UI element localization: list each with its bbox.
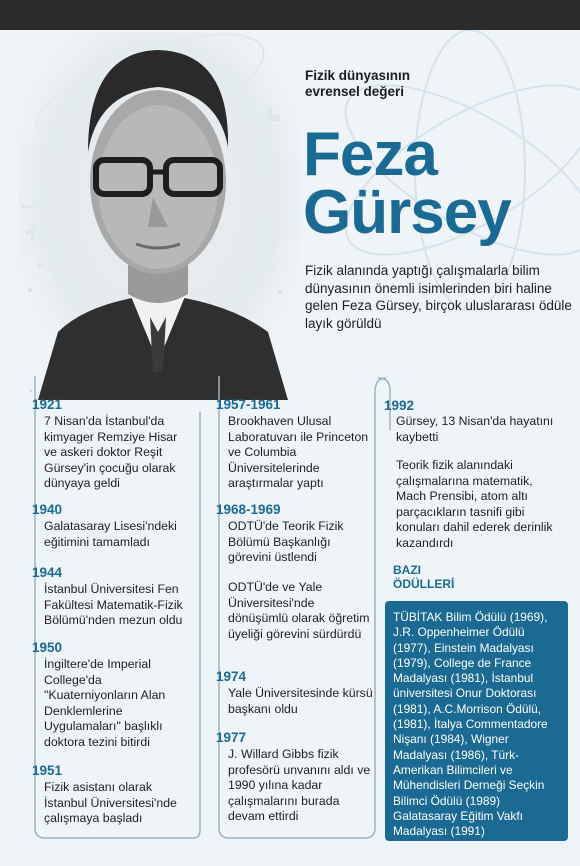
event-1940: Galatasaray Lisesi'ndeki eğitimini tamamladı xyxy=(44,519,177,549)
event-1974: Yale Üniversitesinde kürsü başkanı oldu xyxy=(228,686,373,716)
event-1957-1961: Brookhaven Ulusal Laboratuvarı ile Princeton ve Columbia Üniversitelerinde araştırmalar yaptı xyxy=(228,414,369,491)
year-1950: 1950 xyxy=(32,640,63,655)
year-1992: 1992 xyxy=(384,398,415,413)
top-bar xyxy=(0,0,580,30)
event-1944: İstanbul Üniversitesi Fen Fakültesi Matematik-Fizik Bölümü'nden mezun oldu xyxy=(44,582,183,628)
event-1977: J. Willard Gibbs fizik profesörü unvanını aldı ve 1990 yılına kadar çalışmalarını burada devam ettirdi xyxy=(228,747,371,824)
lead-paragraph: Fizik alanında yaptığı çalışmalarla bilim dünyasının önemli isimlerinden biri haline gelen Feza Gürsey, birçok uluslararası ödüle layık görüldü xyxy=(305,263,572,331)
awards-heading: BAZI ÖDÜLLERİ xyxy=(393,563,455,591)
event-1921: 7 Nisan'da İstanbul'da kimyager Remziye Hisar ve askeri doktor Reşit Gürsey'in çocuğu olarak dünyaya geldi xyxy=(44,414,178,491)
event-1968-1969-detail: ODTÜ'de ve Yale Üniversitesi'nde dönüşümlü olarak öğretim üyeliği görevini sürdürdü xyxy=(228,580,370,641)
year-1921: 1921 xyxy=(32,397,63,412)
eyebrow-text: Fizik dünyasının evrensel değeri xyxy=(305,68,411,99)
year-1951: 1951 xyxy=(32,763,63,778)
title-last-name: Gürsey xyxy=(303,178,511,247)
year-1944: 1944 xyxy=(32,565,63,580)
year-1974: 1974 xyxy=(216,669,247,684)
awards-list: TÜBİTAK Bilim Ödülü (1969), J.R. Oppenheimer Ödülü (1977), Einstein Madalyası (1979), College de France Madalyası (1981), İstanbul üniversitesi Onur Doktorası (1981), A.C.Morrison Ödülü, (1981), İtalya Commentadore Nişanı (1984), Wigner Madalyası (1986), Türk-Amerikan Bilimcileri ve Mühendisleri Derneği Seçkin Bilimci Ödülü (1989) Galatasaray Eğitim Vakfı Madalyası (1991) xyxy=(393,610,548,839)
event-1951: Fizik asistanı olarak İstanbul Üniversitesi'nde çalışmaya başladı xyxy=(44,780,177,826)
year-1968-1969: 1968-1969 xyxy=(216,502,281,517)
year-1977: 1977 xyxy=(216,730,247,745)
portrait-image xyxy=(18,32,300,400)
title-first-name: Feza xyxy=(303,120,437,189)
event-1992: Gürsey, 13 Nisan'da hayatını kaybetti xyxy=(396,414,554,444)
event-1968-1969: ODTÜ'de Teorik Fizik Bölümü Başkanlığı görevini üstlendi xyxy=(228,519,344,565)
year-1940: 1940 xyxy=(32,502,63,517)
event-1992-detail: Teorik fizik alanındaki çalışmalarına matematik, Mach Prensibi, atom altı parçacıkların tasnifi gibi konuları dahil ederek derinlik kazandırdı xyxy=(396,458,553,550)
event-1950: İngiltere'de Imperial College'da "Kuaterniyonların Alan Denklemlerine Uygulamaları" başlıklı doktora tezini bitirdi xyxy=(44,657,166,749)
year-1957-1961: 1957-1961 xyxy=(216,397,281,412)
